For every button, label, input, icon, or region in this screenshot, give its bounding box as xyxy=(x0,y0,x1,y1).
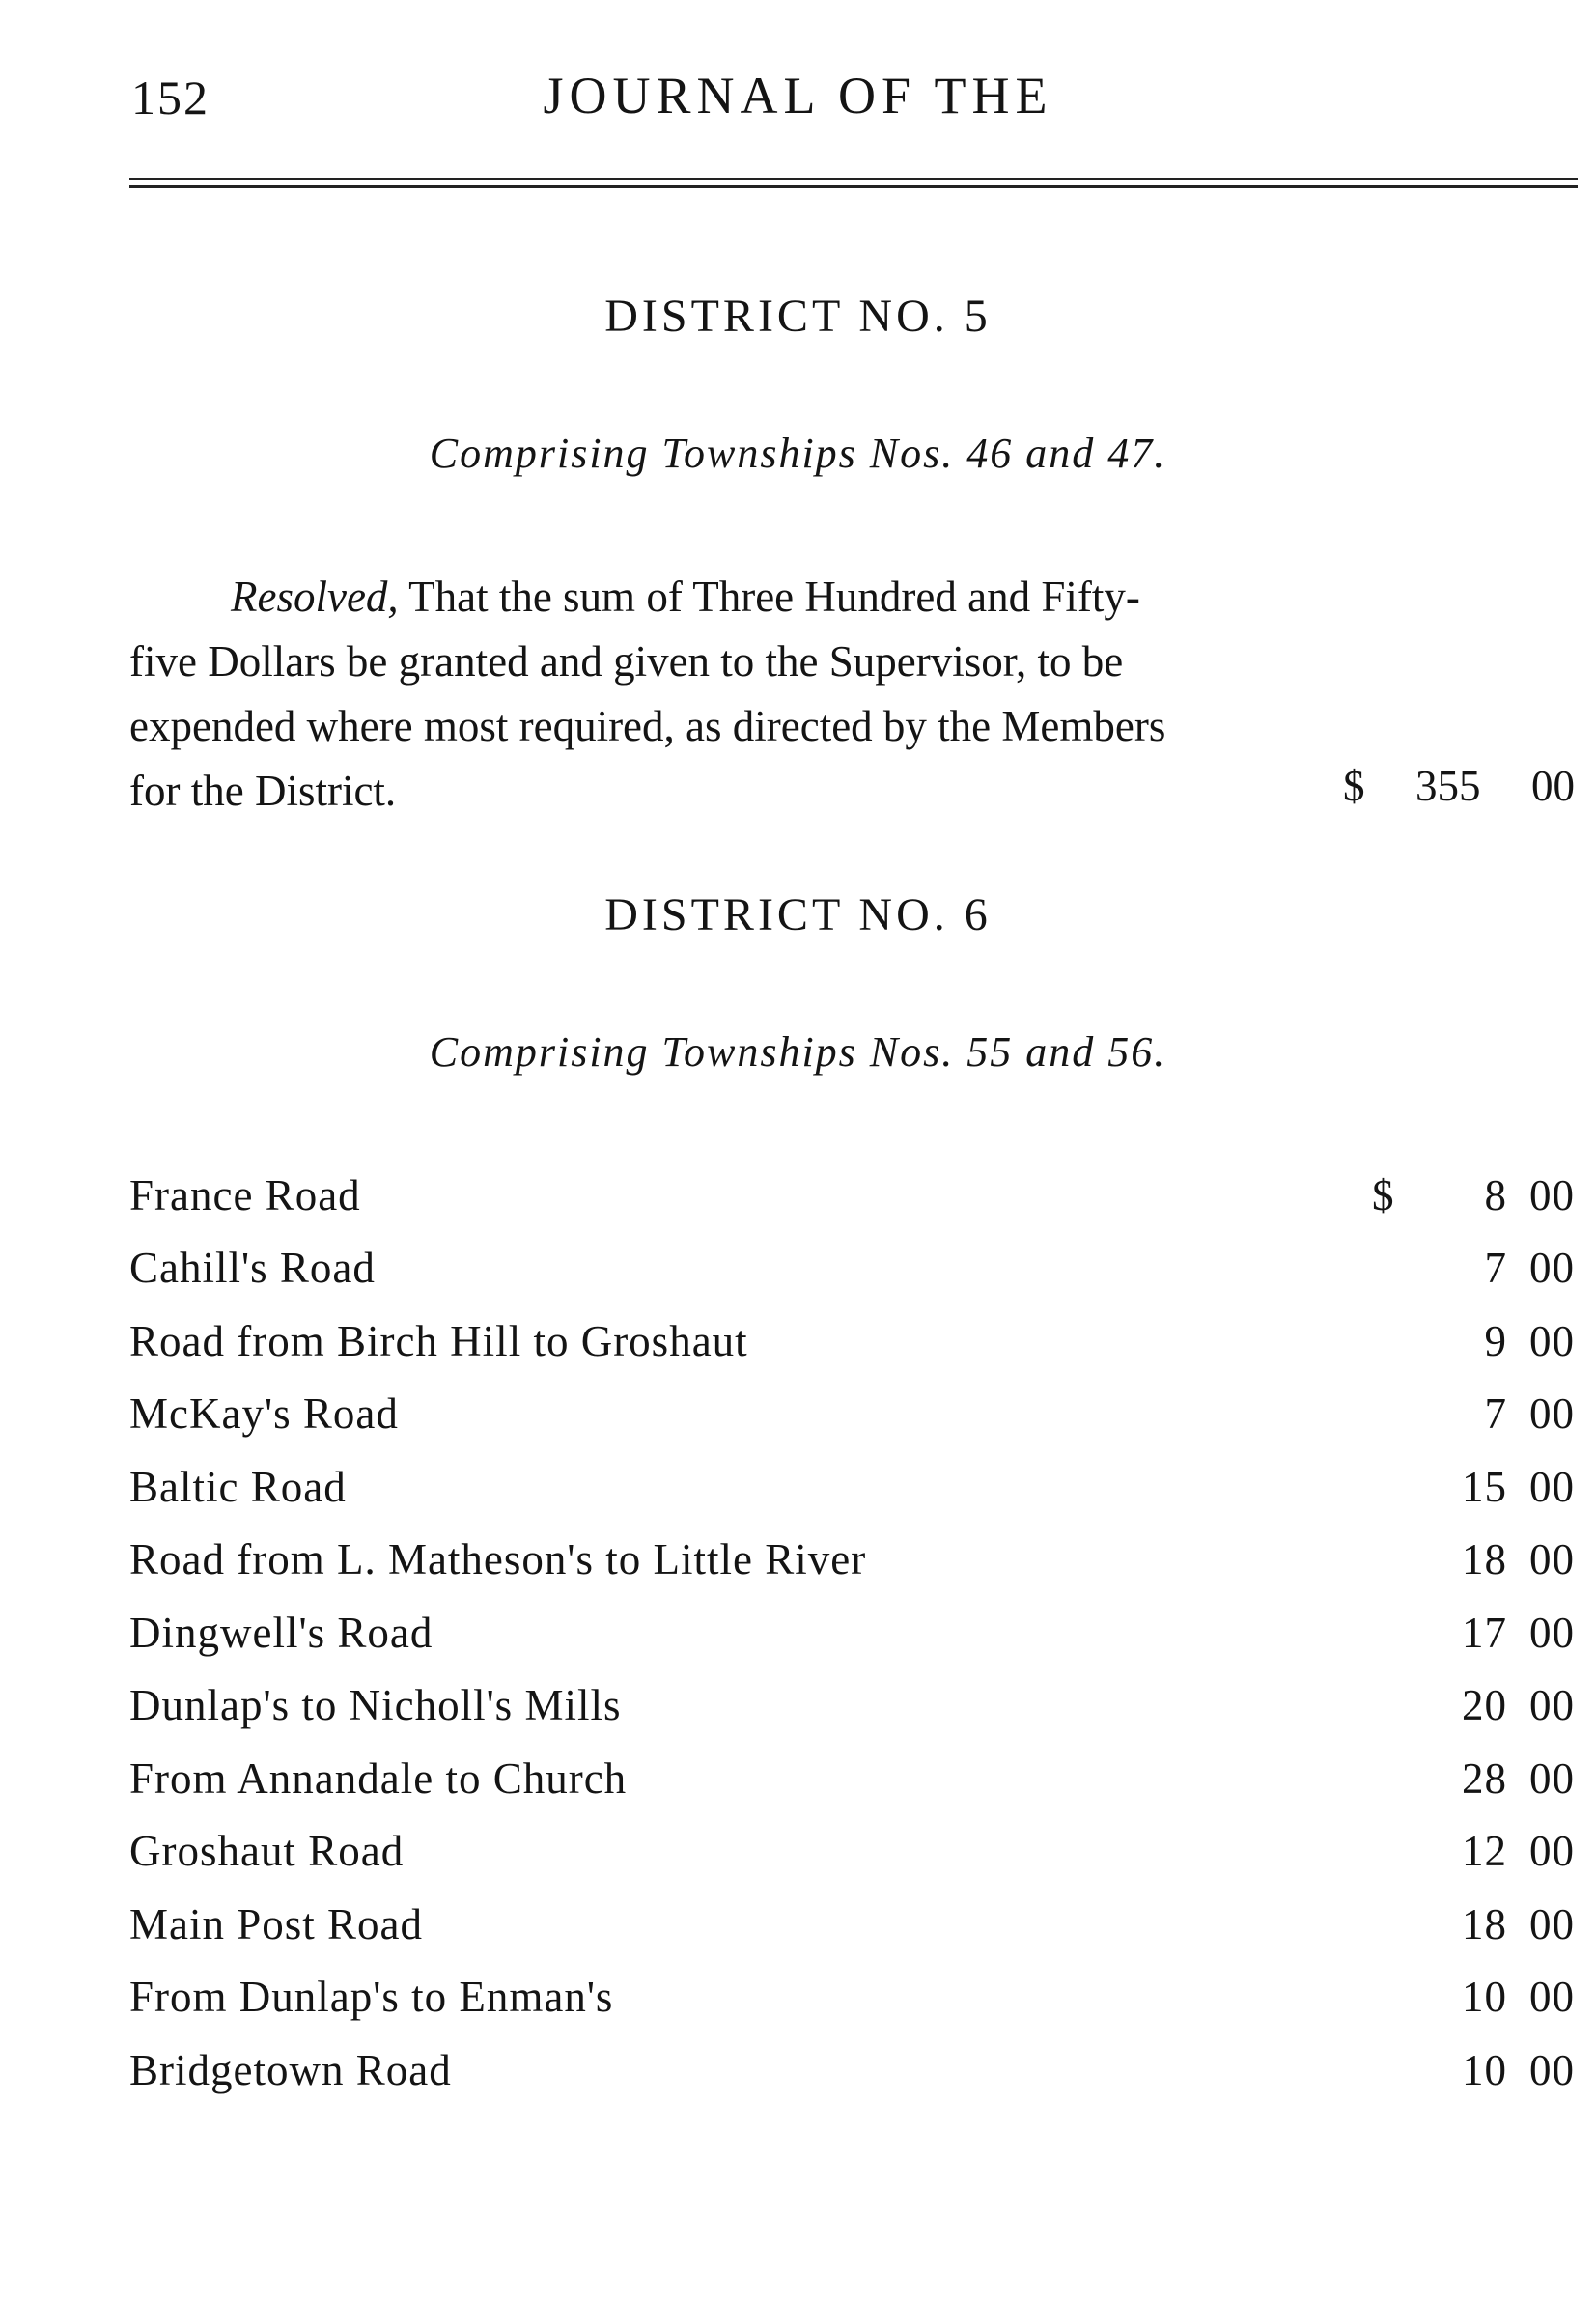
item-amount-cents: 00 xyxy=(1529,1753,1575,1803)
amount-whole: 355 xyxy=(1415,762,1481,810)
item-name: Cahill's Road xyxy=(129,1244,376,1293)
item-amount xyxy=(1372,1388,1575,1439)
item-amount-cents: 00 xyxy=(1529,1608,1575,1657)
item-amount-cents: 00 xyxy=(1529,1389,1575,1439)
item-name: Groshaut Road xyxy=(129,1827,405,1876)
item-amount xyxy=(1372,1243,1575,1293)
item-amount-cents: 00 xyxy=(1529,1244,1575,1293)
item-amount-cents: 00 xyxy=(1529,1316,1575,1365)
item-name: Road from Birch Hill to Groshaut xyxy=(129,1316,748,1365)
item-amount-whole: 28 xyxy=(1462,1753,1507,1803)
table-row xyxy=(129,2033,1575,2107)
header-rule-bottom xyxy=(129,185,1578,188)
resolution-lead: Resolved, xyxy=(231,573,399,621)
district-6-heading: DISTRICT NO. 6 xyxy=(604,889,992,940)
item-name: Main Post Road xyxy=(129,1899,424,1949)
item-amount-whole: 18 xyxy=(1462,1535,1507,1584)
item-amount xyxy=(1372,1170,1575,1220)
table-row xyxy=(129,1304,1575,1378)
item-amount xyxy=(1372,1608,1575,1658)
amount-cents: 00 xyxy=(1531,762,1575,810)
district-6-items-table xyxy=(129,1159,1575,2107)
item-amount xyxy=(1372,1826,1575,1876)
item-amount-whole: 7 xyxy=(1484,1244,1507,1293)
item-amount xyxy=(1372,1534,1575,1584)
table-row xyxy=(129,1159,1575,1232)
item-amount-cents: 00 xyxy=(1529,2045,1575,2094)
item-amount-whole: 10 xyxy=(1462,2045,1507,2094)
district-5-amount xyxy=(1343,761,1575,811)
district-5-heading: DISTRICT NO. 5 xyxy=(604,291,992,342)
table-row xyxy=(129,1596,1575,1669)
item-amount xyxy=(1372,1462,1575,1512)
item-name: Dingwell's Road xyxy=(129,1608,434,1657)
district-5-resolution xyxy=(129,565,1336,824)
item-amount xyxy=(1372,1972,1575,2022)
running-title: JOURNAL OF THE xyxy=(543,67,1053,125)
header-rule-top xyxy=(129,178,1578,180)
item-amount-cents: 00 xyxy=(1529,1973,1575,2022)
resolution-line-1-text: That the sum of Three Hundred and Fifty- xyxy=(398,573,1140,621)
table-row xyxy=(129,1524,1575,1597)
resolution-line-2: five Dollars be granted and given to the Supervisor, to be xyxy=(129,637,1124,686)
resolution-line-1 xyxy=(129,565,1336,630)
item-amount-whole: 10 xyxy=(1462,1973,1507,2022)
table-row xyxy=(129,1815,1575,1889)
item-name: Road from L. Matheson's to Little River xyxy=(129,1535,867,1584)
item-name: From Dunlap's to Enman's xyxy=(129,1973,614,2022)
item-amount xyxy=(1372,1316,1575,1366)
table-row xyxy=(129,1450,1575,1524)
table-row xyxy=(129,1232,1575,1305)
item-amount-cents: 00 xyxy=(1529,1827,1575,1876)
resolution-line-4: for the District. xyxy=(129,767,397,815)
item-amount-whole: 8 xyxy=(1484,1170,1507,1220)
item-amount-cents: 00 xyxy=(1529,1170,1575,1220)
item-amount-whole: 18 xyxy=(1462,1899,1507,1949)
item-amount xyxy=(1372,1680,1575,1730)
item-amount-cents: 00 xyxy=(1529,1462,1575,1511)
item-amount-whole: 17 xyxy=(1462,1608,1507,1657)
item-dollar-sign: $ xyxy=(1372,1170,1395,1220)
item-amount xyxy=(1372,1899,1575,1949)
item-amount-whole: 9 xyxy=(1484,1316,1507,1365)
item-amount-whole: 20 xyxy=(1462,1681,1507,1730)
item-amount-cents: 00 xyxy=(1529,1899,1575,1949)
item-name: Bridgetown Road xyxy=(129,2045,452,2094)
item-name: From Annandale to Church xyxy=(129,1753,628,1803)
item-amount-whole: 12 xyxy=(1462,1827,1507,1876)
district-5-subheading: Comprising Townships Nos. 46 and 47. xyxy=(429,430,1167,477)
item-name: Dunlap's to Nicholl's Mills xyxy=(129,1681,622,1730)
item-amount-cents: 00 xyxy=(1529,1535,1575,1584)
table-row xyxy=(129,1669,1575,1743)
item-amount-whole: 7 xyxy=(1484,1389,1507,1439)
table-row xyxy=(129,1961,1575,2034)
item-amount xyxy=(1372,1753,1575,1804)
item-amount-whole: 15 xyxy=(1462,1462,1507,1511)
page-number: 152 xyxy=(131,70,210,125)
item-amount xyxy=(1372,2045,1575,2095)
item-name: France Road xyxy=(129,1170,361,1220)
amount-dollar-sign: $ xyxy=(1343,762,1365,810)
table-row xyxy=(129,1378,1575,1451)
resolution-line-3: expended where most required, as directed by the Members xyxy=(129,702,1166,750)
table-row xyxy=(129,1742,1575,1815)
item-amount-cents: 00 xyxy=(1529,1681,1575,1730)
item-name: McKay's Road xyxy=(129,1389,399,1439)
item-name: Baltic Road xyxy=(129,1462,347,1511)
district-6-subheading: Comprising Townships Nos. 55 and 56. xyxy=(429,1028,1167,1076)
table-row xyxy=(129,1888,1575,1961)
